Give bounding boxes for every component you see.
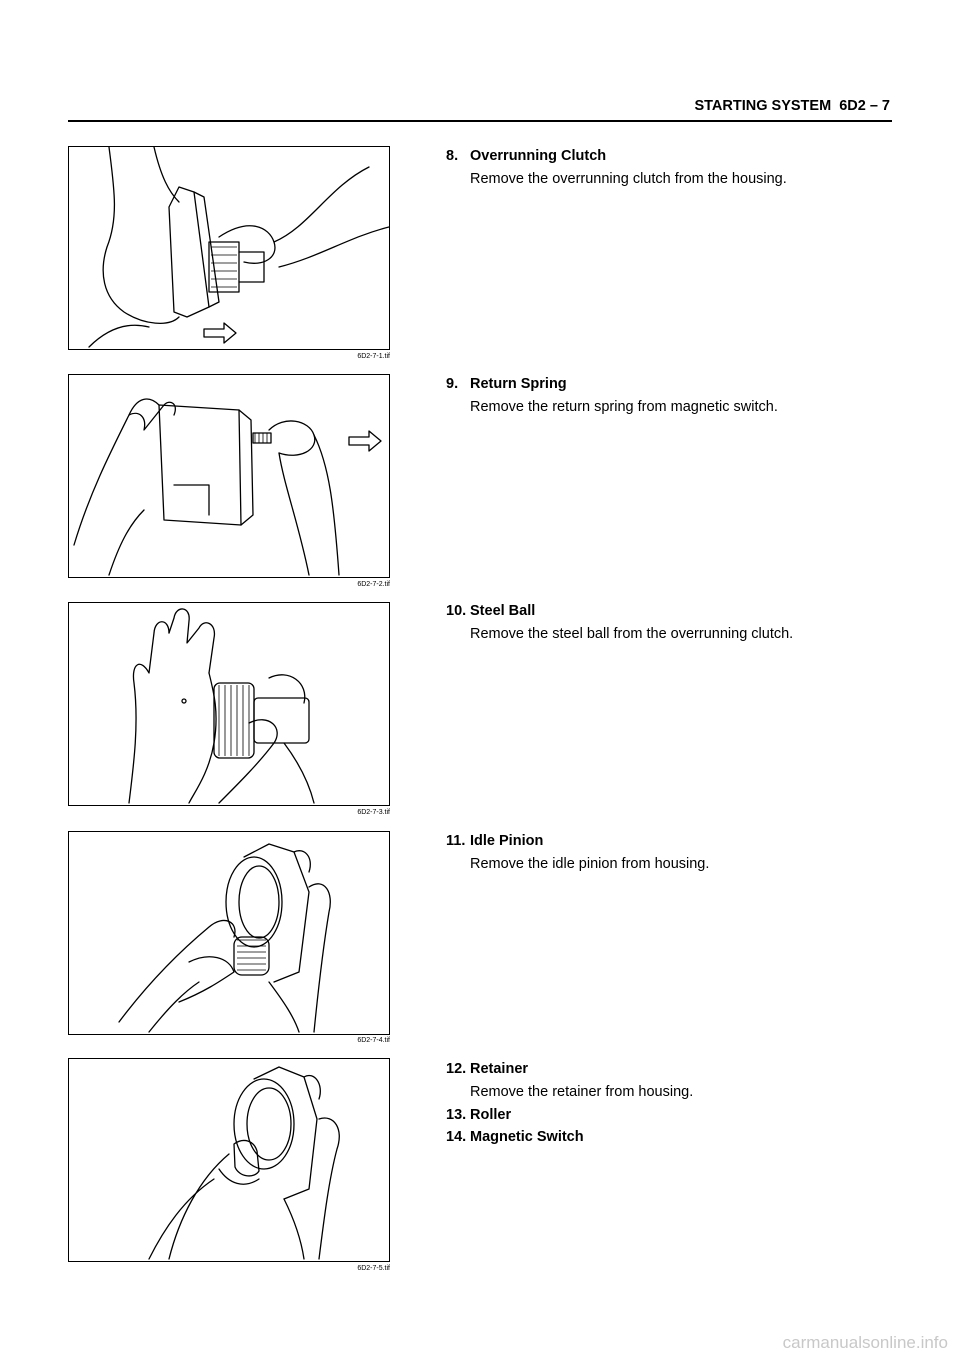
step-14-heading (446, 1126, 906, 1148)
step-instruction: Remove the steel ball from the overrunning clutch. (470, 626, 794, 642)
figure-return-spring (68, 374, 390, 578)
figure-overrunning-clutch (68, 146, 390, 350)
step-heading (446, 1058, 906, 1080)
figure-caption: 6D2-7-2.tif (357, 581, 390, 588)
step-title: Overrunning Clutch (470, 148, 607, 164)
page-title: STARTING SYSTEM 6D2 – 7 (694, 98, 890, 114)
figure-caption: 6D2-7-3.tif (357, 809, 390, 816)
figure-caption: 6D2-7-1.tif (357, 353, 390, 360)
figure-retainer (68, 1058, 390, 1262)
step-instruction: Remove the idle pinion from housing. (470, 856, 710, 872)
overrunning-clutch-illustration (69, 147, 389, 349)
step-number: 10. (446, 603, 467, 619)
step-13-heading (446, 1104, 906, 1126)
figure-steel-ball (68, 602, 390, 806)
step-8 (446, 145, 906, 190)
step-number: 11. (446, 833, 466, 849)
step-number: 8. (446, 148, 459, 164)
figure-caption: 6D2-7-5.tif (357, 1265, 390, 1272)
step-title: Return Spring (470, 376, 567, 392)
step-10 (446, 600, 906, 645)
step-11 (446, 830, 906, 875)
step-number: 14. (446, 1129, 467, 1145)
step-instruction: Remove the retainer from housing. (470, 1084, 694, 1100)
page-header (68, 98, 892, 122)
step-12 (446, 1058, 906, 1148)
step-instruction: Remove the return spring from magnetic switch. (470, 399, 778, 415)
figure-idle-pinion (68, 831, 390, 1035)
step-heading (446, 373, 906, 395)
step-number: 9. (446, 376, 459, 392)
step-title: Roller (470, 1107, 512, 1123)
return-spring-illustration (69, 375, 389, 577)
step-title: Magnetic Switch (470, 1129, 584, 1145)
step-number: 12. (446, 1061, 467, 1077)
step-heading (446, 145, 906, 167)
retainer-illustration (69, 1059, 389, 1261)
steel-ball-illustration (69, 603, 389, 805)
idle-pinion-illustration (69, 832, 389, 1034)
step-title: Steel Ball (470, 603, 536, 619)
step-title: Idle Pinion (470, 833, 544, 849)
watermark: carmanualsonline.info (782, 1333, 948, 1352)
step-number: 13. (446, 1107, 467, 1123)
step-title: Retainer (470, 1061, 529, 1077)
step-heading (446, 600, 906, 622)
figure-caption: 6D2-7-4.tif (357, 1037, 390, 1044)
step-heading (446, 830, 906, 852)
step-9 (446, 373, 906, 418)
header-divider (68, 120, 892, 122)
step-instruction: Remove the overrunning clutch from the housing. (470, 171, 787, 187)
